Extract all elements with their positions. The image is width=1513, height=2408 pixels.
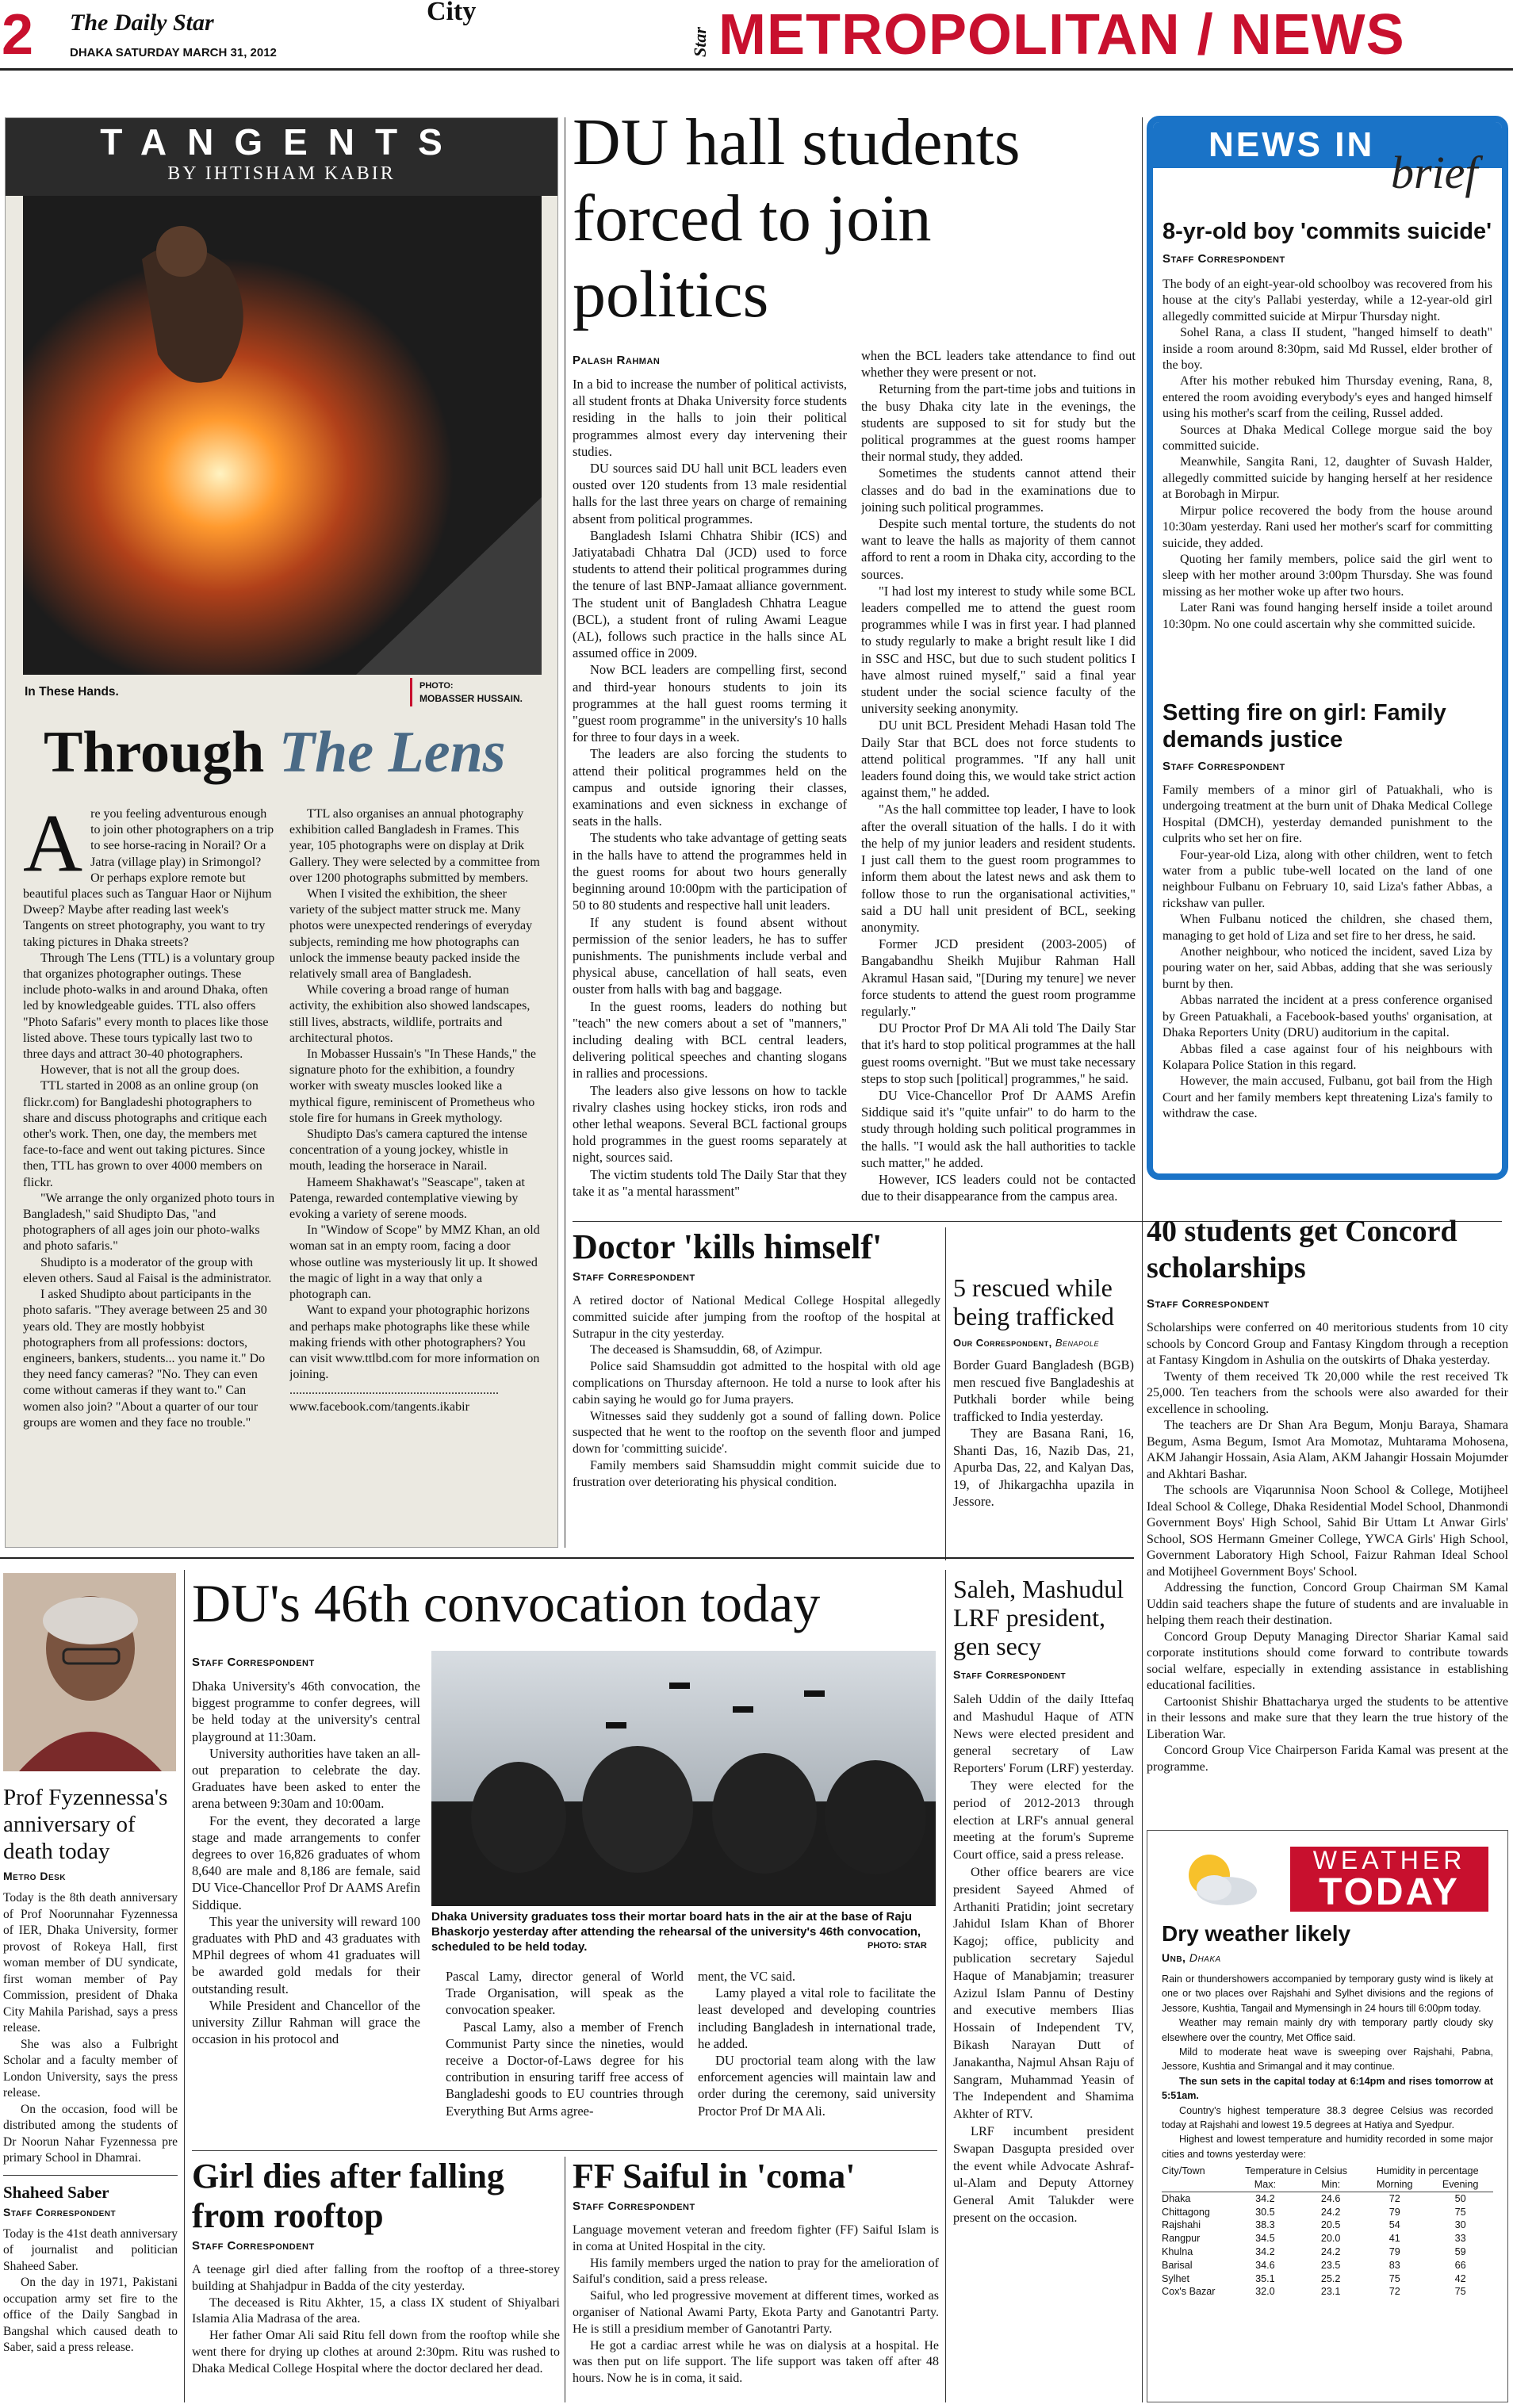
article-paragraph: Sometimes the students cannot attend their classes and do bad in the examinations due to joining such political programmes. [861,465,1136,515]
value-cell: 30 [1454,2219,1466,2231]
article-paragraph: However, ICS leaders could not be contacted due to their disappearance from the campus area. [861,1171,1136,1204]
article-paragraph: Language movement veteran and freedom fighter (FF) Saiful Islam is in coma at United Hospital in the city. [573,2223,939,2253]
credit-marker [410,678,412,706]
tangents-link[interactable]: www.facebook.com/tangents.ikabir [289,1399,469,1414]
weather-rows [1162,2192,1493,2299]
value-cell: 66 [1454,2259,1466,2271]
article-paragraph: Concord Group Deputy Managing Director Shariar Kamal said corporate institutions should come forward to contribute towards social welfare, especially in extending assistance in establishing educational facilities. [1147,1629,1508,1692]
tangents-header [6,118,557,196]
article-paragraph: Sohel Rana, a class II student, "hanged himself to death" inside a room around 8:30pm, said Md Russel, elder brother of the boy. [1163,326,1492,373]
column-rule [945,1570,946,2402]
tangents-paragraph: In "Window of Scope" by MMZ Khan, an old woman sat in an empty room, facing a door whose outline was mysteriously lit up. It showed the magic of light in a way that only a photograph can. [289,1223,540,1302]
weather-title [1290,1847,1488,1912]
col-max: Max: [1254,2179,1277,2191]
article-paragraph: Family members of a minor girl of Patuakhali, who is undergoing treatment at the burn unit of Dhaka Medical College Hospital (DMCH), yesterday demanded punishment to the culprits who set her on fire. [1163,783,1492,846]
tangents-paragraph: Through The Lens (TTL) is a voluntary group that organizes photographer outings. These include photo-walks in and around Dhaka, often led by knowledgeable guides. TTL also offers "Photo Safaris" every month to places like those listed above. These tours typically last two to three days and attract 30-40 photographers. [23,951,275,1062]
photo-credit-label: PHOTO: [419,681,454,691]
section-rule [192,2150,937,2151]
nib-title-b: brief [1391,147,1478,198]
article-paragraph: Returning from the part-time jobs and tuitions in the busy Dhaka city late in the evenings, the students are supposed to sit for study but the political programmes at the guest rooms hamper their normal study, they added. [861,381,1136,465]
nib-s2-body [1163,783,1492,1123]
value-cell: 34.2 [1255,2192,1275,2204]
tangents-photo-caption: In These Hands. [25,685,119,699]
article-paragraph: This year the university will reward 100 graduates with PhD and 43 graduates with MPhil degrees of whom 41 graduates will be awarded gold medals for their outstanding result. [192,1913,420,1996]
city-cell: Sylhet [1162,2272,1190,2284]
article-paragraph: Concord Group Vice Chairperson Farida Kamal was present at the programme. [1147,1744,1508,1774]
article-paragraph: Twenty of them received Tk 20,000 while the rest received Tk 25,000. Ten teachers from the schools were also awarded for their excellence in schooling. [1147,1369,1508,1416]
article-paragraph: A retired doctor of National Medical College Hospital allegedly committed suicide after jumping from the rooftop of the hospital at Sutrapur in the city yesterday. [573,1294,940,1341]
tangents-paragraph: Hameem Shakhawat's "Seascape", taken at Patenga, rewarded contemplative viewing by evoking a variety of serene moods. [289,1175,525,1222]
sun-cloud-icon [1178,1847,1265,1910]
nib-s1-headline: 8-yr-old boy 'commits suicide' [1163,219,1492,244]
city-cell: Chittagong [1162,2206,1210,2218]
value-cell: 72 [1389,2192,1400,2204]
value-cell: 72 [1389,2286,1400,2298]
article-paragraph: ment, the VC said. [698,1969,795,1984]
article-paragraph: Weather may remain mainly dry with temporary partly cloudy sky elsewhere over the country, Met Office said. [1162,2017,1493,2043]
convocation-photo [431,1651,936,1906]
tangents-title: TANGENTS [100,121,463,163]
value-cell: 24.6 [1320,2192,1341,2204]
lrf-body [953,1690,1134,2226]
tangents-paragraph: "We arrange the only organized photo tours in Bangladesh," said Shudipto Das, "and photographers of all ages join our photo-walks and photo safaris." [23,1191,275,1254]
weather-row [1162,2206,1493,2219]
value-cell: 79 [1389,2246,1400,2258]
article-paragraph: DU Vice-Chancellor Prof Dr AAMS Arefin Siddique said it's "quite unfair" to do harm to the study through holding such political programmes in the halls. "I would ask the hall authorities to tackle such matter," he added. [861,1087,1136,1170]
tangents-byline: BY IHTISHAM KABIR [167,163,396,184]
value-cell: 30.5 [1255,2206,1275,2218]
du-hall-col-2 [861,347,1136,1212]
dateline: DHAKA SATURDAY MARCH 31, 2012 [70,46,277,59]
girl-rooftop-byline: Staff Correspondent [192,2239,315,2253]
tangents-paragraph: When I visited the exhibition, the sheer variety of the subject matter struck me. Many photos were unexpected renderings of everyday subjects, reminding me how photographs can unlock the immense beauty packed inside the relatively small area of Bangladesh. [289,887,533,982]
rescued-byline: Our Correspondent, Benapole [953,1337,1100,1349]
city-cell: Rajshahi [1162,2219,1201,2231]
col-min: Min: [1321,2179,1341,2191]
convocation-photo-caption: Dhaka University graduates toss their mortar board hats in the air at the base of Raju Bhaskorjo yesterday after attending the rehearsal of the university's 46th convocation, scheduled to be held today. [431,1910,921,1954]
value-cell: 75 [1389,2272,1400,2284]
article-paragraph: The leaders also give lessons on how to tackle rivalry clashes using hockey sticks, iron rods and other lethal weapons. Several BCL factional groups hold programmes in the guest rooms separately at night, sources said. [573,1082,847,1166]
col-evening: Evening [1442,2179,1479,2191]
weather-row [1162,2218,1493,2232]
value-cell: 83 [1389,2259,1400,2271]
value-cell: 20.5 [1320,2219,1341,2231]
article-paragraph: Mirpur police recovered the body from the house around 10:30am yesterday. Rani used her mother's scarf for committing suicide, they added. [1163,503,1492,550]
value-cell: 23.1 [1320,2286,1341,2298]
article-paragraph: Today is the 8th death anniversary of Prof Noorunnahar Fyzennessa of IER, Dhaka University, former provost of Rokeya Hall, first woman member of DU syndicate, first woman member of Pay Commission, president of Dhaka City Mahila Parishad, says a press release. [3,1891,178,2035]
doctor-story [573,1227,940,1491]
article-paragraph: Pascal Lamy, director general of World Trade Organisation, will speak as the convocation speaker. [446,1969,684,2018]
article-paragraph: Four-year-old Liza, along with other children, went to fetch water from a public tube-well located on the land of one neighbour Fulbanu on February 10, said Liza's father Abbas, a rickshaw van puller. [1163,848,1492,910]
rescued-headline: 5 rescued while being trafficked [953,1273,1114,1330]
article-paragraph: DU sources said DU hall unit BCL leaders even ousted over 120 students from 13 male residential halls for the last three years on charge of remaining absent from political programmes. [573,461,847,526]
article-paragraph: She was also a Fulbright Scholar and a faculty member of London University, says the press release. [3,2037,178,2100]
article-paragraph: Rain or thundershowers accompanied by temporary gusty wind is likely at one or two places over Rajshahi and Sylhet divisions and the regions of Jessore, Kushtia, Tangail and Mymensingh in 24 hours till 6:00pm today. [1162,1973,1493,2014]
value-cell: 24.2 [1320,2246,1341,2258]
article-paragraph: DU Proctor Prof Dr MA Ali told The Daily Star that it's hard to stop political programmes at the hall guest rooms overnight. "But we must take necessary steps to stop such [political] programmes," he said. [861,1020,1136,1086]
tangents-col-1 [23,806,275,1536]
value-cell: 35.1 [1255,2272,1275,2284]
article-paragraph: In a bid to increase the number of political activists, all student fronts at Dhaka University force students residing in the halls to join their political programmes almost every day intervening their studies. [573,377,847,459]
article-paragraph: The victim students told The Daily Star that they take it as "a mental harassment" [573,1166,847,1199]
article-paragraph: Despite such mental torture, the students do not want to leave the halls as majority of them cannot afford to rent a room in Dhaka city, according to the sources. [861,516,1136,582]
article-paragraph: The leaders are also forcing the students to attend their political programmes held on the campus and outside ignoring their classes, examinations and even sickness in exchange of seats in the halls. [573,746,847,829]
article-paragraph: The deceased is Shamsuddin, 68, of Azimpur. [590,1343,822,1357]
weather-body [1162,1972,1493,2161]
article-paragraph: Cartoonist Shishir Bhattacharya urged the students to be attentive in their lessons and make sure that they learn the true history of the Liberation War. [1147,1694,1508,1741]
rescued-story [953,1273,1134,1510]
value-cell: 50 [1454,2192,1466,2204]
saber-headline: Shaheed Saber [3,2182,109,2202]
article-paragraph: "As the hall committee top leader, I have to look after the overall situation of the halls. I do it with the help of my junior leaders and resident students. I just call them to the guest room programmes to inform them about the latest news and ask them to follow those to run the organisational activities," said a DU hall unit president of BCL, seeking anonymity. [861,802,1136,935]
value-cell: 24.2 [1320,2206,1341,2218]
saiful-headline: FF Saiful in 'coma' [573,2157,856,2196]
convocation-col-1 [192,1678,420,2146]
value-cell: 42 [1454,2272,1466,2284]
tangents-paragraph: Shudipto is a moderator of the group with eleven others. Saud al Faisal is the administrator. [23,1255,272,1285]
article-paragraph: Scholarships were conferred on 40 meritorious students from 10 city schools by Concord Group and Fantasy Kingdom through a reception at Fantasy Kingdom in Ashulia on the outskirts of Dhaka yesterday. [1147,1321,1508,1367]
weather-row [1162,2272,1493,2286]
article-paragraph: Lamy played a vital role to facilitate the least developed and developing countries including Bangladesh in international trade, he added. [698,1985,936,2051]
article-paragraph: "I had lost my interest to study while some BCL leaders compelled me to attend the guest room programmes while I was in first year. I had planned to study regularly to make a bright result like I did in SSC and HSC, but due to such student politics I have almost ruined myself," said a final year student under the social science faculty of the university seeking anonymity. [861,583,1136,717]
column-rule [1142,117,1143,1212]
nib-story-1 [1163,219,1492,633]
column-rule [184,1570,185,2402]
saiful-body [573,2222,939,2387]
city-cell: Rangpur [1162,2233,1201,2245]
article-paragraph: After his mother rebuked him Thursday evening, Rana, 8, entered the room avoiding everybody's eyes and hanged himself using his mother's scarf from the ceiling, Russel added. [1163,374,1492,421]
article-paragraph: Mild to moderate heat wave is sweeping over Rajshahi, Pabna, Jessore, Kushtia and Srimangal and it may continue. [1162,2046,1493,2073]
concord-headline: 40 students get Concord scholarships [1147,1215,1457,1284]
tangents-lead: Are you feeling adventurous enough to join other photographers on a trip to see horse-racing in Norail? Or a Jatra (village play) in Srimongol? Or perhaps explore remote but beautiful places such as Tanguar Haor or Nijhum Dweep? Maybe after reading last week's Tangents on street photography, you want to try taking pictures in Dhaka streets? [23,806,274,949]
article-paragraph: His family members urged the nation to pray for the amelioration of Saiful's condition, said a press release. [573,2256,939,2287]
weather-header [1162,1842,1493,1916]
weather-box [1147,1830,1508,2402]
sun-times: The sun sets in the capital today at 6:14pm and rises tomorrow at 5:51am. [1162,2075,1493,2102]
city-cell: Barisal [1162,2259,1193,2271]
article-paragraph: In the guest rooms, leaders do nothing but "teach" the new comers about a set of "manners," including dealing with BCL central leaders, delivering political speeches and chanting slogans in rallies and processions. [573,998,847,1081]
value-cell: 20.0 [1320,2233,1341,2245]
fyzennessa-portrait [3,1573,176,1771]
article-paragraph: Witnesses said they suddenly got a sound of falling down. Police suspected that he went to the rooftop on the seventh floor and jumped down for 'committing suicide'. [573,1409,940,1457]
article-paragraph: However, the main accused, Fulbanu, got bail from the High Court and her family members kept threatening Liza's family to withdraw the case. [1163,1074,1492,1121]
page-number: 2 [2,3,34,67]
article-paragraph: Dhaka University's 46th convocation, the biggest programme to confer degrees, will be held today at the university's central playground at 11:30am. [192,1679,420,1744]
girl-rooftop-body [192,2262,560,2378]
article-paragraph: DU proctorial team along with the law enforcement agencies will maintain law and order during the ceremony, said university Proctor Prof Dr MA Ali. [698,2053,936,2119]
article-paragraph: The students who take advantage of getting seats in the halls have to attend the programmes held in the guest rooms for about two hours generally beginning around 10:00pm with the participation of 50 to 80 students and respective hall unit leaders. [573,830,847,913]
tangents-col-2 [289,806,542,1544]
article-paragraph: Bangladesh Islami Chhatra Shibir (ICS) and Jatiyatabadi Chhatra Dal (JCD) used to force students to attend their political programmes during the tenure of last BNP-Jamaat alliance government. The student unit of Bangladesh Chhatra League (BCL), a student front of ruling Awami League (AL), follows such practice in the halls since AL assumed office in 2009. [573,527,847,661]
value-cell: 38.3 [1255,2219,1275,2231]
tangents-paragraph: I asked Shudipto about participants in the photo safaris. "They average between 25 and 30 years old. They are mostly hobbyist photographers from all professions: doctors, engineers, bankers, students... you name it." Do they need fancy cameras? "No. They can even come without cameras if they want to." Can women also join? "About a quarter of our tour groups are women and they face no trouble." [23,1288,267,1430]
fyzennessa-headline: Prof Fyzennessa's anniversary of death today [3,1785,168,1864]
weather-title-a: WEATHER [1312,1846,1466,1874]
lrf-headline: Saleh, Mashudul LRF president, gen secy [953,1575,1124,1660]
article-paragraph: He got a cardiac arrest while he was on dialysis at a hospital. He was then put on life support. The life support was taken off after 48 hours. Now he is in coma, it said. [573,2338,939,2386]
article-paragraph: Another neighbour, who noticed the incident, saved Liza by pouring water on her, said Abbas, adding that she was seriously burnt by then. [1163,945,1492,991]
saiful-story [573,2157,939,2387]
lrf-byline: Staff Correspondent [953,1668,1067,1681]
weather-table [1162,2165,1493,2299]
weather-row [1162,2259,1493,2272]
article-paragraph: University authorities have taken an all-out preparation to celebrate the day. Graduates have been asked to enter the arena between 9:30am and 10:00am. [192,1745,420,1812]
value-cell: 25.2 [1320,2272,1341,2284]
article-paragraph: Now BCL leaders are compelling first, second and third-year honours students to join its programmes at the hall guest rooms terming it "guest room programme" in the university's 10 halls for three to four days in a week. [573,662,847,745]
value-cell: 79 [1389,2206,1400,2218]
value-cell: 34.6 [1255,2259,1275,2271]
col-city: City/Town [1162,2165,1205,2177]
value-cell: 34.2 [1255,2246,1275,2258]
weather-row [1162,2245,1493,2259]
article-paragraph: They were elected for the period of 2012-2013 through election at LRF's annual general meeting at the forum's Supreme Court office, said a press release. [953,1777,1134,1862]
article-paragraph: Country's highest temperature 38.3 degree Celsius was recorded today at Rajshahi and lowest 19.5 degrees at Hatiya and Syedpur. [1162,2104,1493,2131]
article-paragraph: DU unit BCL President Mehadi Hasan told The Daily Star that BCL does not force students to attend political programmes. "If any hall unit leaders found doing this, we would take strict action against them," he added. [861,718,1136,801]
article-paragraph: Quoting her family members, police said the girl went to sleep with her mother around 3:00pm Thursday. She was found missing as her mother woke up after two hours. [1163,552,1492,599]
value-cell: 75 [1454,2206,1466,2218]
tangents-paragraph: Shudipto Das's camera captured the intense concentration of a young jockey, whistle in mouth, leading the horserace in Narail. [289,1127,527,1173]
article-paragraph: Sources at Dhaka Medical College morgue said the boy committed suicide. [1163,423,1492,454]
convocation-photo-credit: PHOTO: STAR [868,1941,927,1951]
foundry-photo [23,196,542,675]
article-paragraph: Abbas narrated the incident at a press conference organised by Green Patuakhali, a Facebook-based youths' organisation, at Dhaka Reporters Unity (DRU) auditorium in the capital. [1163,993,1492,1040]
article-paragraph: Police said Shamsuddin got admitted to the hospital with old age complications on Thursday afternoon. He told a nurse to look after his cabin saying he would go for Juma prayers. [573,1360,940,1407]
dotted-separator: .................................................................. [289,1384,499,1398]
city-cell: Dhaka [1162,2192,1191,2204]
section-tag: City [427,0,477,26]
article-paragraph: When Fulbanu noticed the children, she chased them, managing to get hold of Liza and set fire to her dress, he said. [1163,913,1492,943]
article-paragraph: A teenage girl died after falling from the rooftop of a three-storey building at Shahjadpur in Badda of the city yesterday. [192,2263,560,2293]
article-paragraph: If any student is found absent without permission of the senior leaders, he has to suffer punishments. The punishments include verbal and physical abuse, cancellation of hall seats, even ouster from halls with bag and baggage. [573,914,847,997]
nib-s1-byline: Staff Correspondent [1163,252,1285,266]
article-paragraph: Addressing the function, Concord Group Chairman SM Kamal Uddin said teachers shape the future of students and are invaluable in helping them reach their destination. [1147,1581,1508,1627]
col-morning: Morning [1377,2179,1413,2191]
nib-s2-headline: Setting fire on girl: Family demands justice [1163,700,1446,752]
convocation-headline: DU's 46th convocation today [192,1573,821,1633]
concord-story [1147,1213,1508,1775]
doctor-body [573,1293,940,1491]
article-paragraph: Highest and lowest temperature and humidity recorded in some major cities and towns yesterday were: [1162,2134,1493,2160]
section-rule [0,1557,1134,1559]
foundry-photo-graphic [23,196,542,675]
col-humidity: Humidity in percentage [1376,2165,1479,2177]
tangents-paragraph: TTL started in 2008 as an online group (on flickr.com) for Bangladeshi photographers to share and discuss photographs and critique each other's work. Then, one day, the members met face-to-face and went out taking pictures. Since then, TTL has grown to over 4000 members on flickr. [23,1079,267,1189]
article-paragraph: Other office bearers are vice president Sayeed Ahmed of Arthaniti Pratidin; joint secretary Jahidul Islam Khan of Bhorer Kagoj; office, publicity and publication secretary Sajedul Haque of Manabjamin; treasurer Azizul Islam Pannu of Destiny and executive members Ilias Hossain of Independent TV, Bikash Narayan Dutt of Janakantha, Najmul Ahsan Raju of Sangram, Muhammad Yeasin of The Independent and Shamima Akhter of RTV. [953,1863,1134,2122]
saber-byline: Staff Correspondent [3,2205,117,2218]
weather-title-b: TODAY [1319,1871,1460,1913]
article-paragraph: They are Basana Rani, 16, Shanti Das, 16, Nazib Das, 21, Apurba Das, 22, and Kalyan Das, 19, of Jhikargachha upazila in Jessore. [953,1426,1134,1509]
article-paragraph: The deceased is Ritu Akhter, 15, a class IX student of Shiyalbari Islamia Alia Madrasa of the area. [192,2295,560,2326]
girl-rooftop-story [192,2157,560,2378]
saiful-byline: Staff Correspondent [573,2199,695,2213]
weather-row [1162,2192,1493,2205]
article-paragraph: when the BCL leaders take attendance to find out whether they were present or not. [861,348,1136,381]
value-cell: 33 [1454,2233,1466,2245]
tangents-paragraph: While covering a broad range of human activity, the exhibition also showed landscapes, still lives, abstracts, wildlife, portraits and architectural photos. [289,983,531,1045]
value-cell: 41 [1389,2233,1400,2245]
concord-body [1147,1320,1508,1775]
du-hall-col-1 [573,376,847,1212]
col-temp: Temperature in Celsius [1245,2165,1347,2177]
convocation-col-3 [698,1968,936,2144]
value-cell: 59 [1454,2246,1466,2258]
article-paragraph: The schools are Viqarunnisa Noon School & College, Motijheel Ideal School & College, Dhaka Residential Model School, Dhanmondi Government Boys' High School, Sahid Bir Uttam Lt Anwar Girls' School, SOS Hermann Gmeiner College, YWCA Girls' High School, Government Laboratory High School, Faizur Rahman Ideal School and Motijheel Government Boys' School. [1147,1483,1508,1579]
city-cell: Cox's Bazar [1162,2286,1216,2298]
story-separator [3,2175,178,2176]
article-paragraph: Her father Omar Ali said Ritu fell down from the rooftop while she went there for drying up clothes at around 2:30pm. Ritu was rushed to Dhaka Medical College Hospital where the doctor declared her dead. [192,2329,560,2375]
blank-cell [1162,2178,1231,2192]
tangents-headline [44,721,506,784]
article-paragraph: Border Guard Bangladesh (BGB) men rescued five Bangladeshis at Putkhali border while being trafficked to India yesterday. [953,1357,1134,1424]
doctor-byline: Staff Correspondent [573,1270,695,1284]
article-paragraph: Saleh Uddin of the daily Ittefaq and Mashudul Haque of ATN News were elected president and general secretary of Law Reporters' Forum (LRF) yesterday. [953,1691,1134,1776]
article-paragraph: Abbas filed a case against four of his neighbours with Kolapara Police Station in this regard. [1163,1042,1492,1072]
article-paragraph: On the day in 1971, Pakistani occupation army set fire to the office of the Daily Sangbad in Bangshal which caused death to Saber, said a press release. [3,2276,178,2354]
photo-credit: MOBASSER HUSSAIN. [419,693,523,704]
city-cell: Khulna [1162,2246,1193,2258]
star-mark: Star [690,27,710,57]
convocation-byline: Staff Correspondent [192,1656,315,1669]
tangents-paragraph: Want to expand your photographic horizons and perhaps make photographs like these while making friends with other photographers? You can visit www.ttlbd.com for more information on joining. [289,1304,540,1382]
column-rule [1142,1189,1143,2402]
rescued-body [953,1357,1134,1510]
value-cell: 34.5 [1255,2233,1275,2245]
tangents-paragraph: TTL also organises an annual photography exhibition called Bangladesh in Frames. This year, 105 photographs were on display at Drik Gallery. They were selected by a committee from over 1200 photographs submitted by members. [289,807,540,885]
dropcap: A [23,806,83,889]
article-paragraph: Saiful, who led progressive movement at different times, worked as organiser of National Awami Party, Ekota Party and Ganotantri Party. He is still a presidium member of Ganotantri Party. [573,2289,939,2336]
fyzennessa-byline: Metro Desk [3,1870,67,1882]
girl-rooftop-headline: Girl dies after falling from rooftop [192,2157,504,2235]
tangents-headline-b: The Lens [278,720,506,785]
article-paragraph: Family members said Shamsuddin might commit suicide due to frustration over deteriorating his physical condition. [573,1458,940,1489]
fyzennessa-story [3,1784,178,2356]
article-paragraph: For the event, they decorated a large stage and made arrangements to confer degrees to over 16,826 graduates of whom 8,640 are male and 8,186 are female, said DU Vice-Chancellor Prof Dr AAMS Arefin Siddique. [192,1813,420,1912]
tangents-paragraph: However, that is not all the group does. [40,1063,240,1078]
nib-s1-body [1163,277,1492,633]
fyzennessa-body [3,1890,178,2167]
saber-body [3,2226,178,2356]
weather-row [1162,2285,1493,2299]
du-hall-byline: Palash Rahman [573,354,661,367]
value-cell: 54 [1389,2219,1400,2231]
tangents-headline-a: Through [44,720,265,785]
convocation-col-2 [446,1968,684,2144]
weather-byline: Unb, Dhaka [1162,1951,1221,1964]
doctor-headline: Doctor 'kills himself' [573,1227,883,1266]
nib-story-2 [1163,699,1492,1123]
concord-byline: Staff Correspondent [1147,1297,1270,1311]
paper-name: The Daily Star [70,10,214,36]
tangents-box [5,117,558,1548]
value-cell: 23.5 [1320,2259,1341,2271]
article-paragraph: Meanwhile, Sangita Rani, 12, daughter of Suvash Halder, allegedly committed suicide by hanging herself at her residence at Borobagh in Mirpur. [1163,455,1492,502]
article-paragraph: On the occasion, food will be distributed among the students of Dr Noorun Nahar Fyzennessa pre primary School in Dhamrai. [3,2102,178,2165]
weather-headline: Dry weather likely [1162,1921,1351,1946]
section-title: METROPOLITAN / NEWS [718,3,1405,67]
article-paragraph: Former JCD president (2003-2005) of Bangabandhu Sheikh Mujibur Rahman Hall Akramul Hasan said, "[During my tenure] we never force students to attend the guest room programme regularly." [861,936,1136,1019]
article-paragraph: LRF incumbent president Swapan Dasgupta presided over the event while Advocate Ashraf-ul-Alam and Deputy Attorney General Amit Talukder were present on the occasion. [953,2123,1134,2225]
du-hall-headline: DU hall students forced to join politics [573,105,1021,331]
article-paragraph: The body of an eight-year-old schoolboy was recovered from his house at the city's Pallabi yesterday, while a 12-year-old girl allegedly committed suicide at Mirpur Thursday night. [1163,278,1492,323]
article-paragraph: Pascal Lamy, also a member of French Communist Party since the nineties, would receive a Doctor-of-Laws degree for his contribution in ensuring tariff free access of Bangladeshi goods to EU countries through Everything But Arms agree- [446,2019,684,2119]
article-paragraph: While President and Chancellor of the university Zillur Rahman will grace the occasion in his protocol and [192,1997,420,2047]
weather-row [1162,2232,1493,2245]
news-in-brief-box [1147,116,1508,1180]
value-cell: 32.0 [1255,2286,1275,2298]
nib-s2-byline: Staff Correspondent [1163,760,1285,773]
convocation-photo-graphic [431,1651,936,1906]
column-rule [945,1227,946,1560]
article-paragraph: Today is the 41st death anniversary of journalist and politician Shaheed Saber. [3,2226,178,2273]
masthead-rule [0,68,1513,71]
value-cell: 75 [1454,2286,1466,2298]
portrait-graphic [3,1573,176,1771]
article-paragraph: Later Rani was found hanging herself inside a toilet around 10:30pm. No one could ascertain why she committed suicide. [1163,601,1492,631]
tangents-paragraph: In Mobasser Hussain's "In These Hands," the signature photo for the exhibition, a foundry worker with sweaty muscles looked like a mythical figure, reminiscent of Prometheus who stole fire for humans in Greek mythology. [289,1047,536,1125]
lrf-story [953,1575,1134,2226]
article-paragraph: The teachers are Dr Shan Ara Begum, Monju Baraya, Shamara Begum, Asma Begum, Ismot Ara Momotaz, Muhtarama Mohosena, AKM Jahangir Hossain, Asia Alam, AKM Jahangir Hossain Mojumder and Akhtari Bashar. [1147,1418,1508,1481]
nib-title-a: NEWS IN [1208,125,1375,164]
